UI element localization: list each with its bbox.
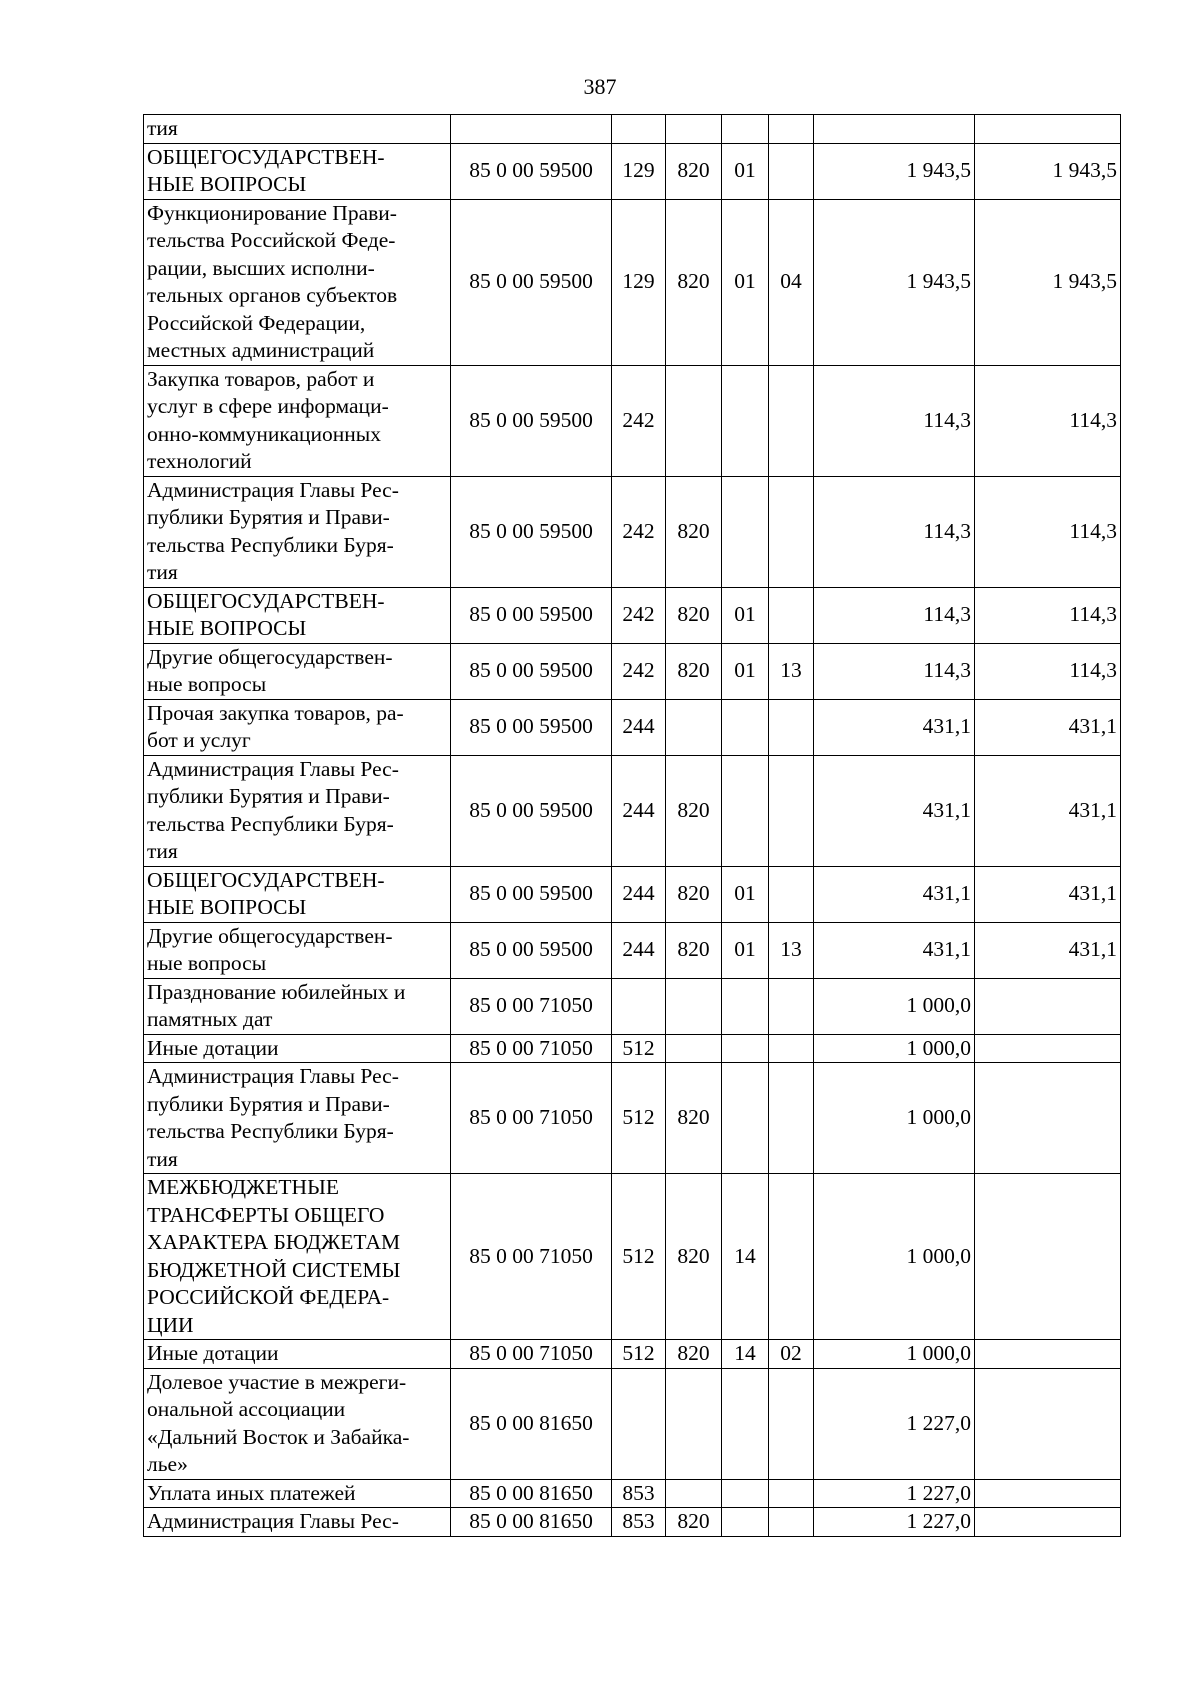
budget-table-body <box>144 115 1121 1537</box>
budget-table <box>143 114 1121 1537</box>
table-row <box>144 476 1121 587</box>
target-article-cell: 85 0 00 81650 <box>451 1508 612 1537</box>
target-article-cell: 85 0 00 59500 <box>451 587 612 643</box>
section-cell <box>722 1034 769 1063</box>
expense-type-cell: 512 <box>612 1340 666 1369</box>
table-row <box>144 587 1121 643</box>
ministry-cell: 820 <box>666 1508 722 1537</box>
row-name-text: Администрация Главы Рес- публики Бурятия и Прави- тельства Республики Буря- тия <box>147 477 399 584</box>
row-name-text: Закупка товаров, работ и услуг в сфере информаци- онно-коммуникационных технологий <box>147 366 389 473</box>
subsection-cell <box>769 866 814 922</box>
amount-cell-2 <box>975 1340 1121 1369</box>
target-article-cell: 85 0 00 59500 <box>451 699 612 755</box>
expense-type-cell: 512 <box>612 1174 666 1340</box>
row-name-cell <box>144 978 451 1034</box>
row-name-cell <box>144 1479 451 1508</box>
subsection-cell: 13 <box>769 922 814 978</box>
row-name-cell <box>144 922 451 978</box>
amount-cell-2 <box>975 978 1121 1034</box>
expense-type-cell: 853 <box>612 1479 666 1508</box>
target-article-cell: 85 0 00 71050 <box>451 1063 612 1174</box>
amount-cell-2 <box>975 1034 1121 1063</box>
amount-cell-1: 114,3 <box>814 365 975 476</box>
target-article-cell: 85 0 00 71050 <box>451 1034 612 1063</box>
row-name-text: Администрация Главы Рес- публики Бурятия и Прави- тельства Республики Буря- тия <box>147 756 399 863</box>
expense-type-cell: 244 <box>612 755 666 866</box>
amount-cell-2 <box>975 115 1121 144</box>
subsection-cell: 04 <box>769 199 814 365</box>
target-article-cell: 85 0 00 59500 <box>451 199 612 365</box>
amount-cell-1: 1 943,5 <box>814 199 975 365</box>
row-name-cell <box>144 1063 451 1174</box>
table-row <box>144 1340 1121 1369</box>
ministry-cell: 820 <box>666 587 722 643</box>
row-name-text: Празднование юбилейных и памятных дат <box>147 979 406 1031</box>
section-cell: 01 <box>722 922 769 978</box>
row-name-text: Долевое участие в межреги- ональной ассоциации «Дальний Восток и Забайка- лье» <box>147 1369 410 1476</box>
subsection-cell <box>769 115 814 144</box>
table-row <box>144 866 1121 922</box>
section-cell <box>722 978 769 1034</box>
amount-cell-1: 114,3 <box>814 476 975 587</box>
amount-cell-1: 1 227,0 <box>814 1508 975 1537</box>
ministry-cell <box>666 1034 722 1063</box>
amount-cell-1: 431,1 <box>814 866 975 922</box>
subsection-cell <box>769 1063 814 1174</box>
row-name-text: Другие общегосударствен- ные вопросы <box>147 923 393 975</box>
table-row <box>144 1034 1121 1063</box>
expense-type-cell: 242 <box>612 643 666 699</box>
amount-cell-1: 1 000,0 <box>814 1174 975 1340</box>
ministry-cell: 820 <box>666 143 722 199</box>
table-row <box>144 365 1121 476</box>
amount-cell-1: 1 000,0 <box>814 1340 975 1369</box>
expense-type-cell <box>612 978 666 1034</box>
row-name-cell <box>144 587 451 643</box>
subsection-cell <box>769 1174 814 1340</box>
row-name-cell <box>144 755 451 866</box>
target-article-cell: 85 0 00 59500 <box>451 922 612 978</box>
expense-type-cell: 244 <box>612 699 666 755</box>
amount-cell-1: 431,1 <box>814 699 975 755</box>
ministry-cell <box>666 115 722 144</box>
ministry-cell: 820 <box>666 1340 722 1369</box>
amount-cell-2 <box>975 1508 1121 1537</box>
table-row <box>144 978 1121 1034</box>
amount-cell-1: 1 000,0 <box>814 978 975 1034</box>
table-row <box>144 1368 1121 1479</box>
table-row <box>144 922 1121 978</box>
target-article-cell: 85 0 00 59500 <box>451 476 612 587</box>
row-name-text: ОБЩЕГОСУДАРСТВЕН- НЫЕ ВОПРОСЫ <box>147 867 385 919</box>
table-row <box>144 1063 1121 1174</box>
table-row <box>144 143 1121 199</box>
section-cell: 01 <box>722 143 769 199</box>
table-row <box>144 1479 1121 1508</box>
subsection-cell <box>769 1368 814 1479</box>
row-name-cell <box>144 143 451 199</box>
amount-cell-1: 1 227,0 <box>814 1368 975 1479</box>
section-cell <box>722 365 769 476</box>
section-cell: 01 <box>722 643 769 699</box>
target-article-cell <box>451 115 612 144</box>
row-name-cell <box>144 699 451 755</box>
subsection-cell <box>769 1034 814 1063</box>
target-article-cell: 85 0 00 81650 <box>451 1368 612 1479</box>
row-name-cell <box>144 115 451 144</box>
row-name-text: тия <box>147 116 178 140</box>
row-name-text: Иные дотации <box>147 1341 279 1365</box>
amount-cell-2: 114,3 <box>975 476 1121 587</box>
subsection-cell: 13 <box>769 643 814 699</box>
table-row <box>144 755 1121 866</box>
expense-type-cell: 512 <box>612 1034 666 1063</box>
ministry-cell: 820 <box>666 643 722 699</box>
row-name-text: Иные дотации <box>147 1035 279 1060</box>
ministry-cell <box>666 1368 722 1479</box>
subsection-cell <box>769 755 814 866</box>
target-article-cell: 85 0 00 71050 <box>451 1174 612 1340</box>
target-article-cell: 85 0 00 59500 <box>451 643 612 699</box>
amount-cell-2 <box>975 1479 1121 1508</box>
section-cell <box>722 1479 769 1508</box>
expense-type-cell: 129 <box>612 199 666 365</box>
subsection-cell <box>769 587 814 643</box>
table-row <box>144 643 1121 699</box>
ministry-cell <box>666 1479 722 1508</box>
subsection-cell <box>769 978 814 1034</box>
subsection-cell <box>769 476 814 587</box>
page-number: 387 <box>583 74 617 99</box>
row-name-cell <box>144 1034 451 1063</box>
amount-cell-2 <box>975 1174 1121 1340</box>
row-name-text: Администрация Главы Рес- <box>147 1509 399 1533</box>
amount-cell-2: 431,1 <box>975 755 1121 866</box>
ministry-cell <box>666 978 722 1034</box>
section-cell <box>722 699 769 755</box>
expense-type-cell: 853 <box>612 1508 666 1537</box>
amount-cell-2: 1 943,5 <box>975 199 1121 365</box>
target-article-cell: 85 0 00 71050 <box>451 978 612 1034</box>
target-article-cell: 85 0 00 81650 <box>451 1479 612 1508</box>
ministry-cell: 820 <box>666 1174 722 1340</box>
amount-cell-1: 431,1 <box>814 922 975 978</box>
target-article-cell: 85 0 00 59500 <box>451 143 612 199</box>
ministry-cell: 820 <box>666 199 722 365</box>
expense-type-cell: 242 <box>612 476 666 587</box>
subsection-cell <box>769 1508 814 1537</box>
amount-cell-2: 431,1 <box>975 866 1121 922</box>
row-name-cell <box>144 365 451 476</box>
section-cell <box>722 476 769 587</box>
target-article-cell: 85 0 00 71050 <box>451 1340 612 1369</box>
row-name-cell <box>144 1368 451 1479</box>
ministry-cell: 820 <box>666 755 722 866</box>
expense-type-cell: 244 <box>612 922 666 978</box>
expense-type-cell <box>612 1368 666 1479</box>
row-name-text: МЕЖБЮДЖЕТНЫЕ ТРАНСФЕРТЫ ОБЩЕГО ХАРАКТЕРА БЮДЖЕТАМ БЮДЖЕТНОЙ СИСТЕМЫ РОССИЙСКОЙ ФЕДЕРА- ЦИИ <box>147 1175 401 1337</box>
row-name-text: Прочая закупка товаров, ра- бот и услуг <box>147 700 404 752</box>
amount-cell-1: 1 943,5 <box>814 143 975 199</box>
expense-type-cell: 512 <box>612 1063 666 1174</box>
row-name-text: ОБЩЕГОСУДАРСТВЕН- НЫЕ ВОПРОСЫ <box>147 144 385 196</box>
ministry-cell: 820 <box>666 1063 722 1174</box>
table-row <box>144 1508 1121 1537</box>
amount-cell-2: 114,3 <box>975 643 1121 699</box>
section-cell <box>722 1508 769 1537</box>
expense-type-cell: 244 <box>612 866 666 922</box>
subsection-cell <box>769 143 814 199</box>
amount-cell-2 <box>975 1368 1121 1479</box>
amount-cell-1: 1 227,0 <box>814 1479 975 1508</box>
row-name-cell <box>144 866 451 922</box>
ministry-cell <box>666 365 722 476</box>
section-cell <box>722 115 769 144</box>
row-name-cell <box>144 1508 451 1537</box>
target-article-cell: 85 0 00 59500 <box>451 755 612 866</box>
amount-cell-1: 1 000,0 <box>814 1063 975 1174</box>
expense-type-cell: 129 <box>612 143 666 199</box>
ministry-cell <box>666 699 722 755</box>
row-name-text: Другие общегосударствен- ные вопросы <box>147 644 393 696</box>
row-name-cell <box>144 643 451 699</box>
amount-cell-1: 431,1 <box>814 755 975 866</box>
amount-cell-2: 1 943,5 <box>975 143 1121 199</box>
section-cell <box>722 755 769 866</box>
section-cell: 14 <box>722 1174 769 1340</box>
expense-type-cell: 242 <box>612 587 666 643</box>
expense-type-cell <box>612 115 666 144</box>
row-name-cell <box>144 1174 451 1340</box>
subsection-cell <box>769 1479 814 1508</box>
section-cell <box>722 1368 769 1479</box>
ministry-cell: 820 <box>666 866 722 922</box>
expense-type-cell: 242 <box>612 365 666 476</box>
subsection-cell <box>769 699 814 755</box>
row-name-text: ОБЩЕГОСУДАРСТВЕН- НЫЕ ВОПРОСЫ <box>147 588 385 640</box>
amount-cell-1: 1 000,0 <box>814 1034 975 1063</box>
section-cell: 01 <box>722 199 769 365</box>
table-row <box>144 115 1121 144</box>
row-name-text: Администрация Главы Рес- публики Бурятия и Прави- тельства Республики Буря- тия <box>147 1064 399 1171</box>
amount-cell-1: 114,3 <box>814 587 975 643</box>
amount-cell-2: 114,3 <box>975 587 1121 643</box>
amount-cell-2: 431,1 <box>975 699 1121 755</box>
target-article-cell: 85 0 00 59500 <box>451 365 612 476</box>
row-name-text: Функционирование Прави- тельства Российской Феде- рации, высших исполни- тельных органов субъектов Российской Федерации, местных администраций <box>147 200 398 362</box>
target-article-cell: 85 0 00 59500 <box>451 866 612 922</box>
table-row <box>144 699 1121 755</box>
subsection-cell: 02 <box>769 1340 814 1369</box>
section-cell <box>722 1063 769 1174</box>
amount-cell-1: 114,3 <box>814 643 975 699</box>
row-name-cell <box>144 1340 451 1369</box>
amount-cell-1 <box>814 115 975 144</box>
row-name-text: Уплата иных платежей <box>147 1480 356 1505</box>
section-cell: 01 <box>722 587 769 643</box>
amount-cell-2: 114,3 <box>975 365 1121 476</box>
ministry-cell: 820 <box>666 476 722 587</box>
section-cell: 01 <box>722 866 769 922</box>
amount-cell-2 <box>975 1063 1121 1174</box>
table-row <box>144 199 1121 365</box>
row-name-cell <box>144 199 451 365</box>
amount-cell-2: 431,1 <box>975 922 1121 978</box>
table-row <box>144 1174 1121 1340</box>
ministry-cell: 820 <box>666 922 722 978</box>
row-name-cell <box>144 476 451 587</box>
subsection-cell <box>769 365 814 476</box>
section-cell: 14 <box>722 1340 769 1369</box>
